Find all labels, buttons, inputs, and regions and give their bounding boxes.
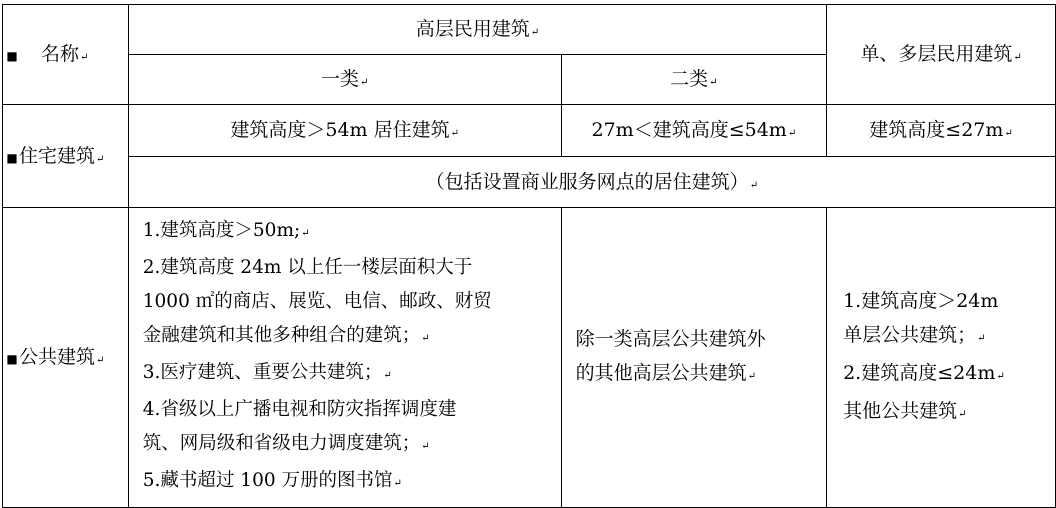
residential-note-row: [3, 157, 1056, 208]
public-class-one-line: 金融建筑和其他多种组合的建筑；↵: [142, 325, 430, 346]
public-low-multi-cell: [827, 208, 1056, 508]
public-class-two-cell: [561, 208, 826, 508]
paragraph-mark-icon: ↵: [80, 52, 89, 64]
public-class-one-line: 筑、网局级和省级电力调度建筑；↵: [142, 433, 430, 454]
public-class-one-line: 2.建筑高度 24m 以上任一楼层面积大于: [142, 257, 473, 278]
paragraph-mark-icon: ↵: [96, 153, 105, 165]
low-multi-header-cell: [827, 5, 1056, 105]
residential-note-text: （包括设置商业服务网点的居住建筑）: [425, 170, 749, 193]
paragraph-mark-icon: ↵: [393, 478, 402, 489]
public-name-cell: [3, 208, 129, 508]
public-low-multi-line: 单层公共建筑；↵: [843, 323, 986, 346]
public-class-one-line: 5.藏书超过 100 万册的图书馆↵: [142, 470, 402, 491]
paragraph-mark-icon: ↵: [1004, 128, 1013, 140]
paragraph-mark-icon: ↵: [958, 408, 967, 420]
paragraph-mark-icon: ↵: [96, 355, 105, 367]
paragraph-mark-icon: ↵: [787, 128, 797, 140]
paragraph-mark-icon: ↵: [1013, 52, 1022, 64]
public-low-multi-line: 1.建筑高度＞24m: [843, 289, 999, 312]
public-class-one-line: 1.建筑高度＞50m;↵: [142, 220, 310, 241]
residential-row: [3, 105, 1056, 157]
public-class-two-line: 的其他高层公共建筑↵: [575, 361, 757, 384]
class-one-header-label: 一类: [320, 68, 359, 91]
paragraph-mark-icon: ↵: [421, 333, 430, 344]
residential-class-two-text: 27m＜建筑高度≤54m: [591, 119, 787, 142]
paragraph-mark-icon: ↵: [421, 441, 430, 452]
public-class-one-line: 4.省级以上广播电视和防灾指挥调度建: [142, 399, 457, 420]
paragraph-mark-icon: ↵: [383, 370, 392, 381]
public-name: 公共建筑: [19, 346, 96, 369]
low-multi-header-label: 单、多层民用建筑: [860, 43, 1013, 66]
residential-class-one-cell: [128, 105, 561, 157]
residential-low-multi-cell: [827, 105, 1056, 157]
class-one-header-cell: [128, 55, 561, 105]
class-two-header-cell: [561, 55, 826, 105]
paragraph-mark-icon: ↵: [709, 77, 718, 89]
class-two-header-label: 二类: [670, 68, 709, 91]
paragraph-mark-icon: ↵: [530, 27, 540, 39]
paragraph-mark-icon: ↵: [977, 332, 986, 344]
name-header-cell: [3, 5, 129, 105]
residential-low-multi-text: 建筑高度≤27m: [869, 119, 1004, 142]
bullet-icon: ■: [6, 150, 18, 165]
public-low-multi-line: 其他公共建筑↵: [843, 399, 967, 422]
building-classification-table: [2, 4, 1056, 508]
highrise-header-label: 高层民用建筑: [415, 18, 530, 41]
bullet-icon: ■: [6, 352, 18, 367]
public-class-one-line: 3.医疗建筑、重要公共建筑；↵: [142, 362, 392, 383]
residential-note-cell: [128, 157, 1055, 208]
public-class-one-cell: [128, 208, 561, 508]
public-class-one-line: 1000 ㎡的商店、展览、电信、邮政、财贸: [142, 291, 492, 312]
bullet-icon: ■: [6, 49, 18, 64]
paragraph-mark-icon: ↵: [749, 179, 759, 191]
paragraph-mark-icon: ↵: [996, 370, 1005, 382]
paragraph-mark-icon: ↵: [360, 77, 369, 89]
residential-name-cell: [3, 105, 129, 208]
header-row-1: [3, 5, 1056, 55]
residential-class-one-text: 建筑高度＞54m 居住建筑: [230, 119, 450, 142]
name-header-label: 名称: [41, 43, 80, 66]
public-row: [3, 208, 1056, 508]
residential-class-two-cell: [561, 105, 826, 157]
public-class-two-line: 除一类高层公共建筑外: [575, 327, 766, 350]
public-low-multi-line: 2.建筑高度≤24m↵: [843, 361, 1005, 384]
paragraph-mark-icon: ↵: [747, 370, 757, 382]
paragraph-mark-icon: ↵: [450, 128, 459, 140]
paragraph-mark-icon: ↵: [301, 228, 310, 239]
residential-name: 住宅建筑: [19, 144, 96, 167]
highrise-header-cell: [128, 5, 826, 55]
